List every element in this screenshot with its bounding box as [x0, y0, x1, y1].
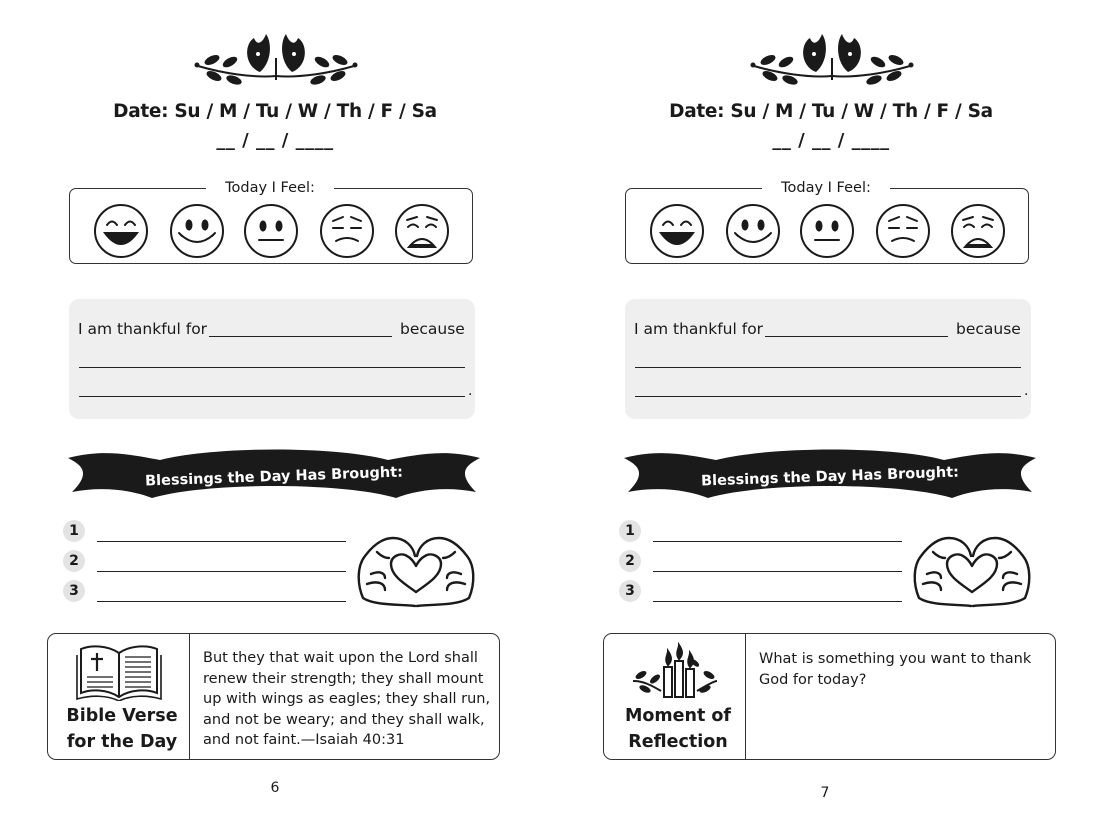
page-number: 7	[820, 785, 830, 801]
date-weekday-line	[90, 101, 460, 122]
blessing-line-1[interactable]	[653, 541, 902, 542]
heart-hands-icon	[355, 534, 477, 610]
footer-divider	[745, 634, 746, 759]
date-blanks[interactable]: __ / __ / ____	[216, 130, 334, 151]
date-label: Date	[669, 101, 718, 122]
mood-faces	[649, 203, 1019, 259]
mood-label: Today I Feel:	[762, 178, 890, 198]
crying-face-icon[interactable]	[952, 205, 1004, 257]
thankful-for-line[interactable]	[765, 336, 948, 337]
thankful-panel	[69, 299, 475, 419]
date-label: Date	[113, 101, 162, 122]
because-line-1[interactable]	[79, 367, 465, 368]
banner-title: Blessings the Day Has Brought:	[144, 464, 404, 490]
sad-face-icon[interactable]	[321, 205, 373, 257]
blessing-number-2: 2	[63, 550, 85, 572]
laughing-face-icon[interactable]	[651, 205, 703, 257]
sad-face-icon[interactable]	[877, 205, 929, 257]
mood-label: Today I Feel:	[206, 178, 334, 198]
neutral-face-icon[interactable]	[801, 205, 853, 257]
floral-ornament-icon	[192, 28, 360, 88]
footer-divider	[189, 634, 190, 759]
blessings-banner	[66, 446, 482, 510]
neutral-face-icon[interactable]	[245, 205, 297, 257]
thankful-prefix: I am thankful for	[78, 320, 208, 338]
blessing-number-1: 1	[63, 520, 85, 542]
reflection-prompt-text: What is something you want to thank God for today?	[759, 651, 1032, 688]
candles-icon	[631, 641, 719, 701]
blessing-number-3: 3	[63, 580, 85, 602]
journal-page-7	[556, 0, 1100, 825]
blessings-banner	[622, 446, 1038, 510]
blessing-number-3: 3	[619, 580, 641, 602]
date-blanks[interactable]: __ / __ / ____	[772, 130, 890, 151]
footer-title-line-2: for the Day	[66, 732, 178, 752]
banner-title: Blessings the Day Has Brought:	[700, 464, 960, 490]
footer-title-line-1: Moment of	[624, 706, 732, 726]
weekday-options: : Su / M / Tu / W / Th / F / Sa	[717, 101, 993, 122]
because-line-2[interactable]	[79, 396, 465, 397]
blessing-line-3[interactable]	[653, 601, 902, 602]
floral-ornament-icon	[748, 28, 916, 88]
because-label: because	[400, 320, 465, 338]
blessing-number-1: 1	[619, 520, 641, 542]
because-label: because	[956, 320, 1021, 338]
sentence-period: .	[468, 383, 473, 399]
bible-verse-text: But they that wait upon the Lord shall renew their strength; they shall mount up with wings as eagles; they shall run, and not be weary; and they shall walk, and not faint.—Isaiah 40:31	[203, 650, 491, 748]
heart-hands-icon	[911, 534, 1033, 610]
thankful-for-line[interactable]	[209, 336, 392, 337]
weekday-options: : Su / M / Tu / W / Th / F / Sa	[161, 101, 437, 122]
crying-face-icon[interactable]	[396, 205, 448, 257]
page-number: 6	[270, 780, 280, 796]
smiling-face-icon[interactable]	[727, 205, 779, 257]
blessing-line-1[interactable]	[97, 541, 346, 542]
because-line-2[interactable]	[635, 396, 1021, 397]
smiling-face-icon[interactable]	[171, 205, 223, 257]
footer-title-line-1: Bible Verse	[66, 706, 178, 726]
blessing-line-2[interactable]	[97, 571, 346, 572]
thankful-panel	[625, 299, 1031, 419]
footer-section-title	[614, 703, 742, 755]
blessing-line-2[interactable]	[653, 571, 902, 572]
date-weekday-line	[646, 101, 1016, 122]
laughing-face-icon[interactable]	[95, 205, 147, 257]
sentence-period: .	[1024, 383, 1029, 399]
open-bible-icon	[75, 641, 163, 701]
footer-title-line-2: Reflection	[628, 732, 728, 752]
mood-faces	[93, 203, 463, 259]
blessing-number-2: 2	[619, 550, 641, 572]
footer-section-title	[58, 703, 186, 755]
blessing-line-3[interactable]	[97, 601, 346, 602]
thankful-prefix: I am thankful for	[634, 320, 764, 338]
because-line-1[interactable]	[635, 367, 1021, 368]
